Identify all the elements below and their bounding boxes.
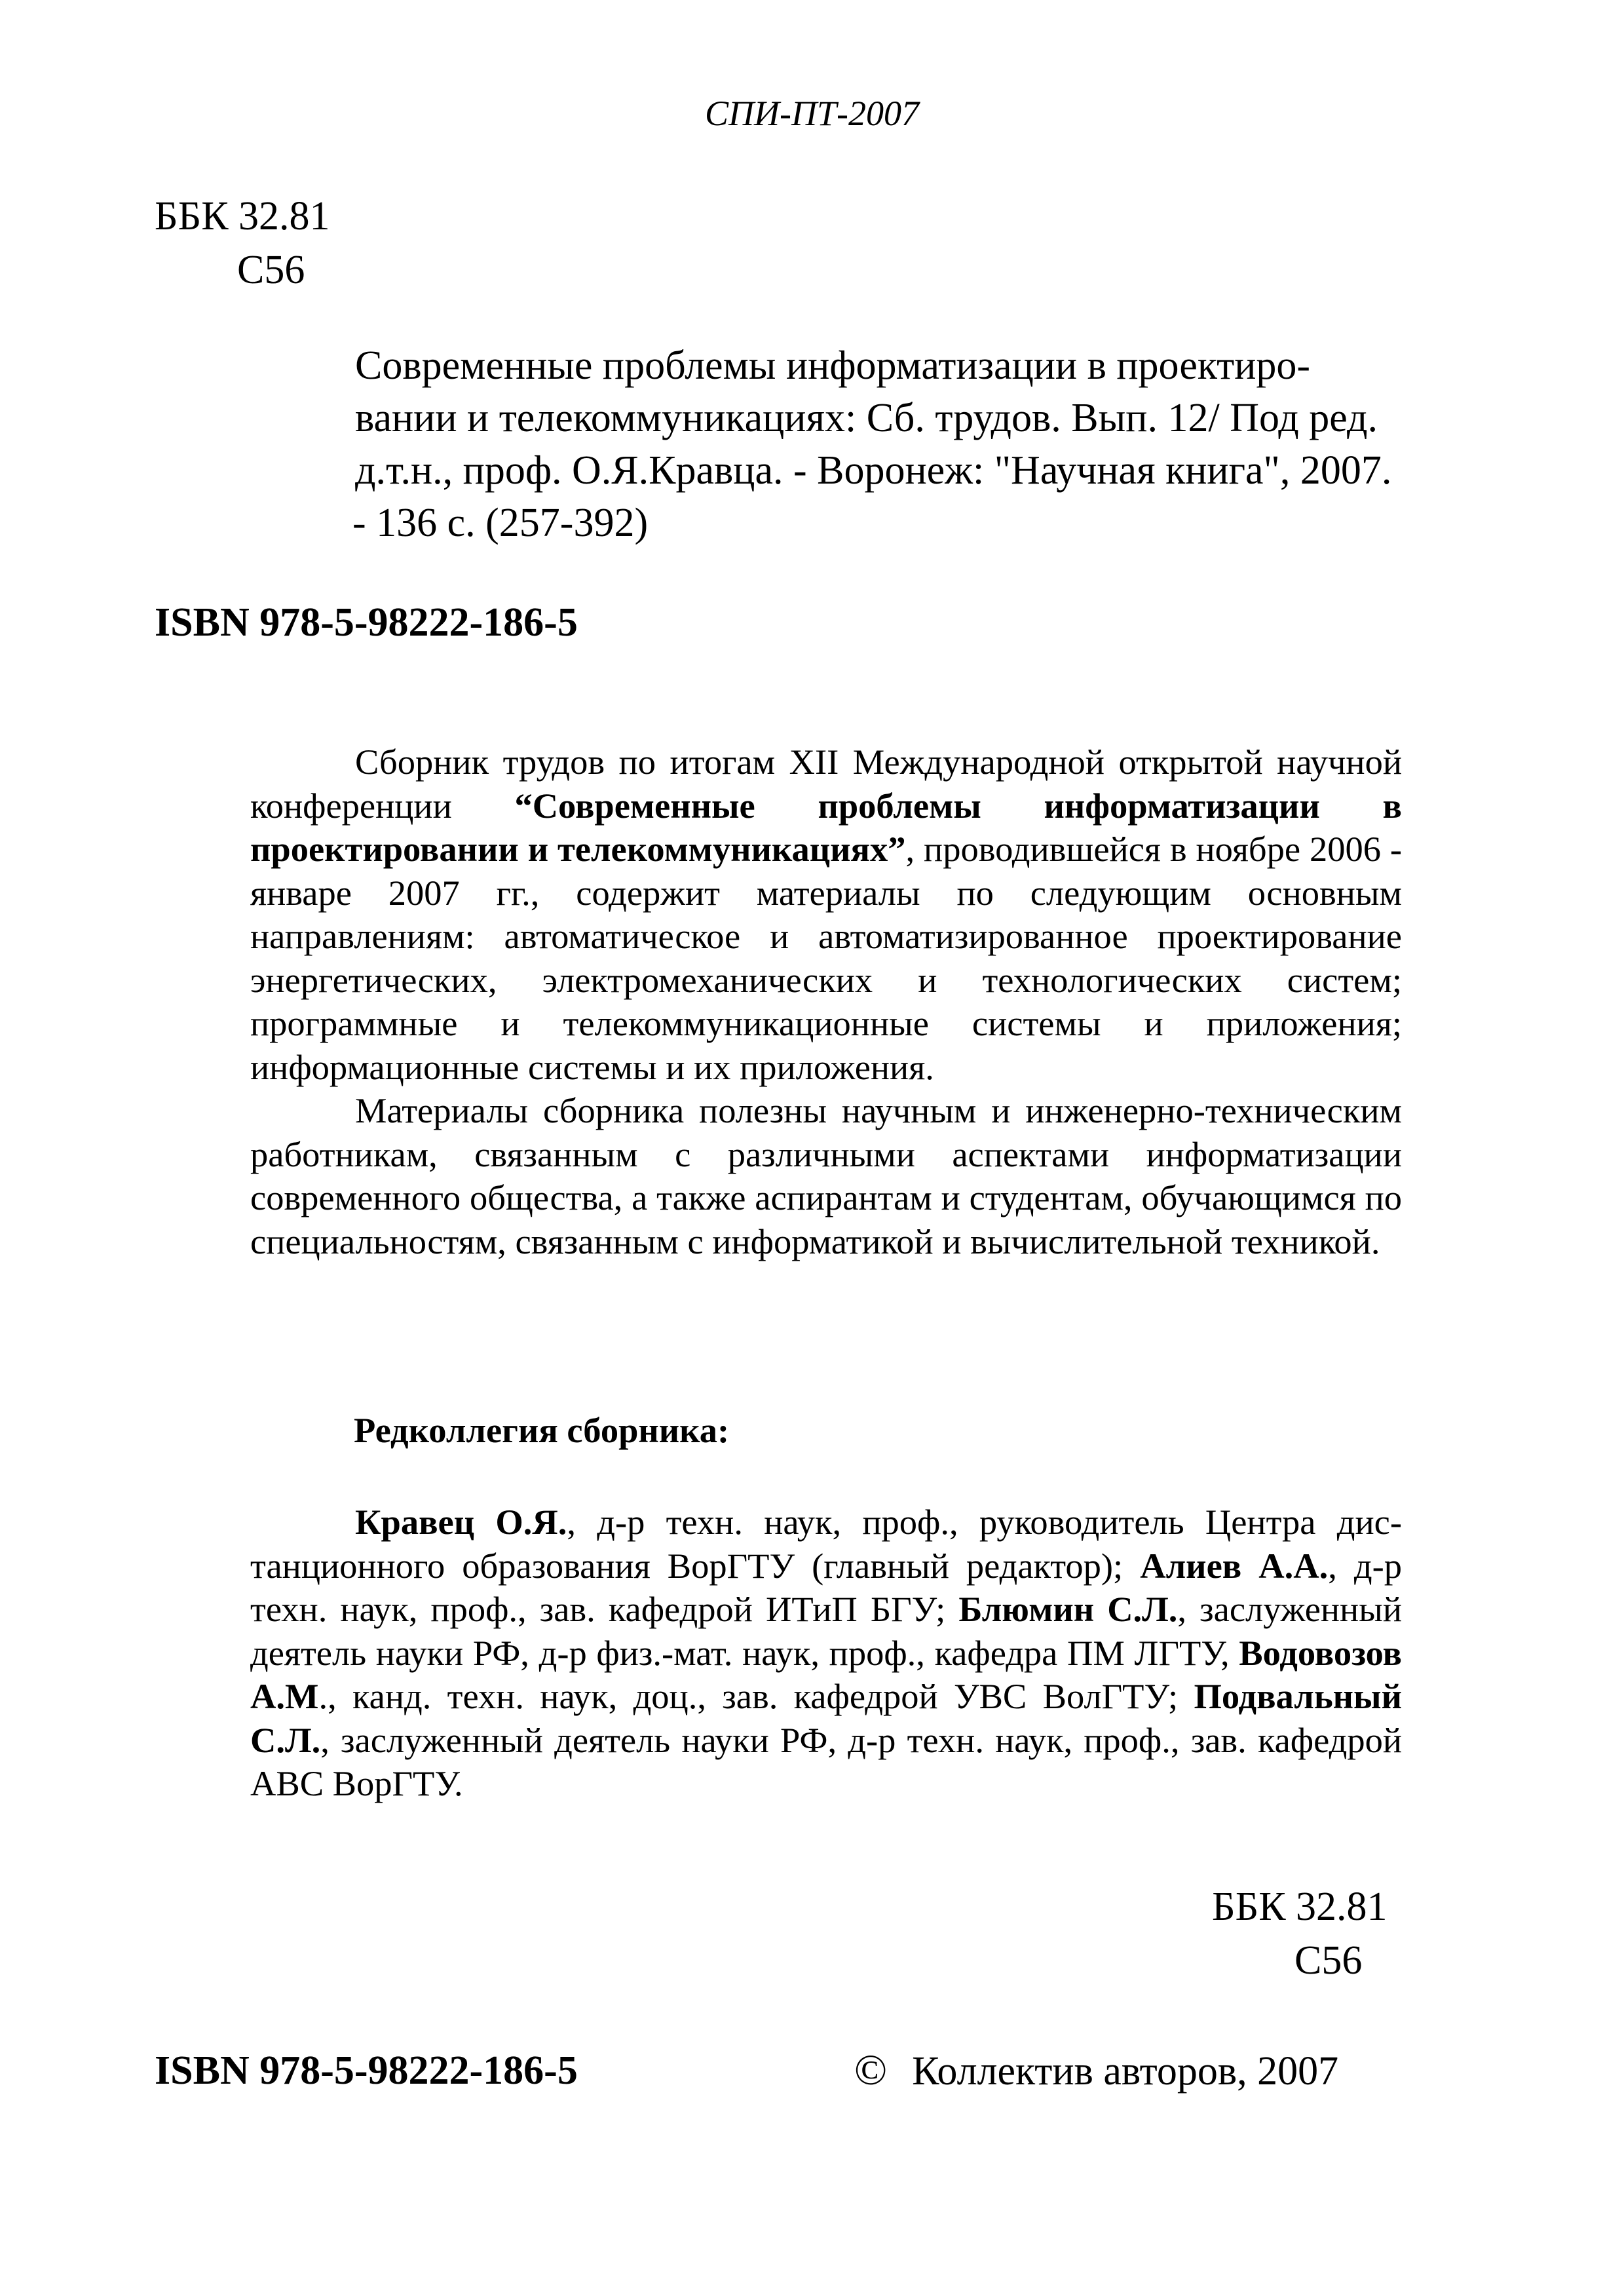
member-name: Водовозов А.М — [250, 1632, 1402, 1716]
member-description: , д-р техн. наук, проф., руководитель Центра дистанционного образования ВорГТУ (главный редактор); — [250, 1502, 1402, 1586]
member-name: Алиев А.А. — [1140, 1545, 1329, 1586]
abstract-paragraph: Материалы сборника полезны научным и инженерно-техническим работникам, связанным с различными аспектами информатизации современного общества, а также аспирантам и студентам, обучающимся по специальностям, связанным с информатикой и вычислительной техникой. — [250, 1090, 1402, 1261]
copyright-icon: © — [854, 2046, 888, 2094]
author-mark-top: С56 — [237, 248, 305, 292]
abstract-paragraph — [250, 740, 1402, 1089]
member-name: Кравец О.Я. — [355, 1502, 567, 1542]
abstract-intro: Сборник трудов по итогам XII Международной открытой научной конференции — [250, 742, 1402, 826]
biblio-line: - 136 с. (257-392) — [352, 501, 649, 545]
editorial-board-heading: Редколлегия сборника: — [354, 1410, 730, 1450]
biblio-line: вании и телекоммуникациях: Сб. трудов. Вып. 12/ Под ред. — [355, 396, 1378, 440]
member-name: Блюмин С.Л. — [958, 1589, 1178, 1629]
abstract — [250, 740, 1402, 1263]
member-description: , заслуженный деятель науки РФ, д-р физ.-мат. наук, проф., кафедра ПМ ЛГТУ, — [250, 1589, 1402, 1673]
isbn-top: ISBN 978-5-98222-186-5 — [155, 600, 578, 645]
isbn-bottom: ISBN 978-5-98222-186-5 — [155, 2048, 578, 2093]
member-name: Подвальный С.Л. — [250, 1676, 1402, 1760]
editorial-board-paragraph — [250, 1501, 1402, 1806]
bibliographic-record — [352, 339, 1402, 549]
author-mark-bottom: С56 — [1294, 1938, 1363, 1983]
biblio-line: д.т.н., проф. О.Я.Кравца. - Воронеж: "Научная книга", 2007. — [355, 448, 1392, 493]
copyright-notice — [854, 2044, 1338, 2097]
bbk-index-top: ББК 32.81 — [155, 194, 330, 239]
member-description: , д-р техн. наук, проф., зав. кафедрой ИТиП БГУ; — [250, 1545, 1402, 1629]
bbk-index-bottom: ББК 32.81 — [1212, 1885, 1388, 1929]
abstract-body: , проводившейся в ноябре 2006 - январе 2007 гг., содержит материалы по следующим основным направлениям: автоматическое и автоматизированное проектирование энергетических, электромеханических и технологических систем; программные и телекоммуникационные системы и приложения; информационные системы и их приложения. — [250, 829, 1402, 1087]
editorial-board-list — [250, 1501, 1402, 1806]
biblio-line: Современные проблемы информатизации в проектиро- — [355, 343, 1311, 388]
member-description: ., канд. техн. наук, доц., зав. кафедрой УВС ВолГТУ; — [318, 1676, 1194, 1716]
copyright-text: Коллектив авторов, 2007 — [912, 2049, 1339, 2094]
conference-title: “Современные проблемы информатизации в проектировании и телекоммуникациях” — [250, 785, 1402, 869]
series-code: СПИ-ПТ-2007 — [704, 94, 919, 133]
member-description: , заслуженный деятель науки РФ, д-р техн. наук, проф., зав. кафедрой АВС ВорГТУ. — [250, 1719, 1402, 1803]
